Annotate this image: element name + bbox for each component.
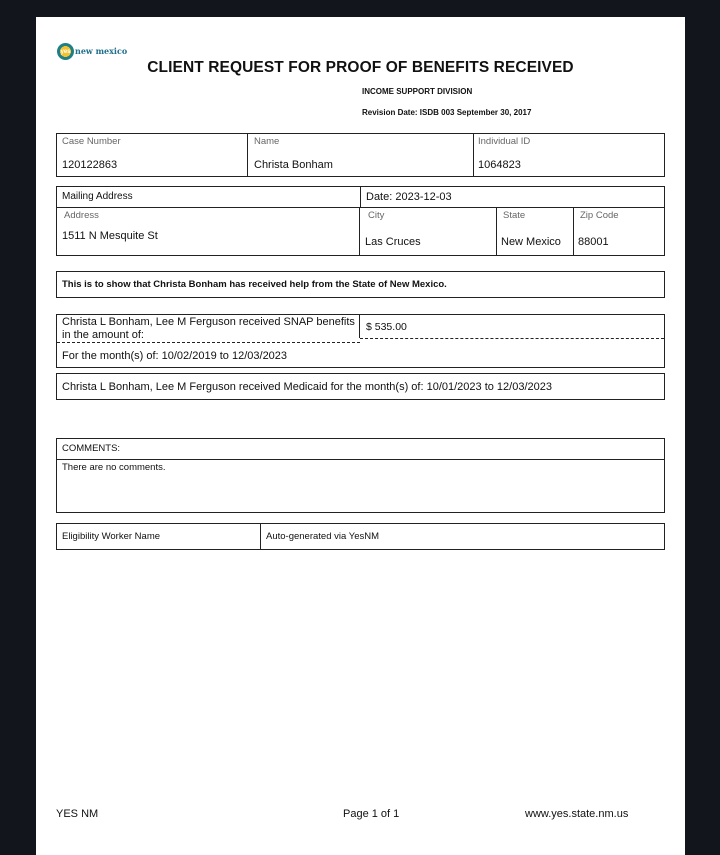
comments-header-box — [56, 438, 665, 460]
mailing-address-header — [56, 186, 665, 208]
state-label: State — [503, 210, 526, 221]
statement-text: This is to show that Christa Bonham has received help from the State of New Mexico. — [62, 279, 447, 290]
zip-label: Zip Code — [580, 210, 619, 221]
document-page — [36, 17, 685, 855]
individual-id-label: Individual ID — [478, 136, 531, 147]
document-title: CLIENT REQUEST FOR PROOF OF BENEFITS RECEIVED — [147, 59, 574, 76]
snap-months: For the month(s) of: 10/02/2019 to 12/03/2023 — [62, 350, 288, 362]
name-label: Name — [254, 136, 280, 147]
snap-line-1: Christa L Bonham, Lee M Ferguson received SNAP benefits — [62, 316, 355, 328]
medicaid-box — [56, 373, 665, 400]
worker-box — [56, 523, 665, 550]
address-label: Address — [64, 210, 99, 221]
revision-date: Revision Date: ISDB 003 September 30, 2017 — [362, 108, 532, 117]
footer-page-number: Page 1 of 1 — [343, 808, 400, 820]
medicaid-text: Christa L Bonham, Lee M Ferguson received Medicaid for the month(s) of: 10/01/2023 to 12/03/2023 — [62, 381, 552, 393]
date-value: Date: 2023-12-03 — [366, 191, 452, 203]
snap-amount: $ 535.00 — [366, 321, 407, 333]
case-info-table — [56, 133, 665, 177]
address-value: 1511 N Mesquite St — [62, 230, 158, 242]
case-number-value: 120122863 — [62, 159, 118, 171]
footer-website-link[interactable]: www.yes.state.nm.us — [525, 808, 629, 820]
worker-value: Auto-generated via YesNM — [266, 531, 380, 542]
city-value: Las Cruces — [365, 236, 421, 248]
division-name: INCOME SUPPORT DIVISION — [362, 87, 473, 96]
mailing-address-label: Mailing Address — [62, 191, 133, 202]
logo-emblem-icon: yes — [57, 43, 74, 60]
footer-left: YES NM — [56, 808, 99, 820]
comments-label: COMMENTS: — [62, 443, 121, 454]
state-value: New Mexico — [501, 236, 561, 248]
address-detail-right — [359, 207, 665, 256]
comments-body-box — [56, 459, 665, 513]
zip-value: 88001 — [578, 236, 609, 248]
name-value: Christa Bonham — [254, 159, 333, 171]
statement-box — [56, 271, 665, 298]
logo-text: new mexico — [75, 46, 128, 56]
case-number-label: Case Number — [62, 136, 121, 147]
comments-text: There are no comments. — [62, 462, 166, 473]
snap-line-2: in the amount of: — [62, 329, 144, 341]
worker-label: Eligibility Worker Name — [62, 531, 161, 542]
address-detail-left — [56, 207, 360, 256]
individual-id-value: 1064823 — [478, 159, 521, 171]
snap-benefits-box — [56, 314, 665, 368]
city-label: City — [368, 210, 385, 221]
